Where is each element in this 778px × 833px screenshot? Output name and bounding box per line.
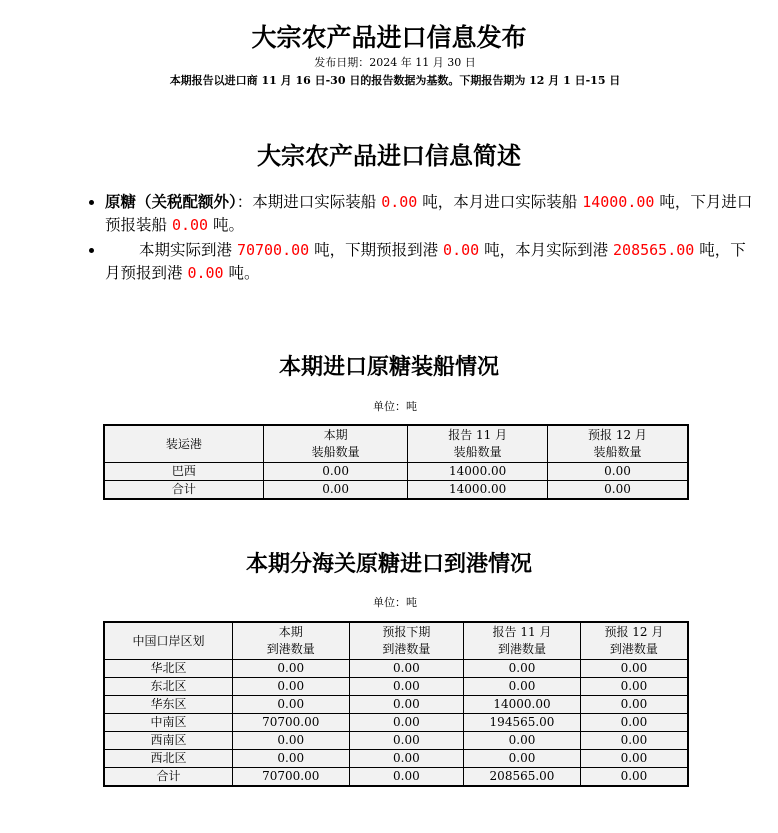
summary-text: ：本期进口实际装船 bbox=[236, 193, 382, 211]
summary-list bbox=[85, 190, 755, 287]
table-row bbox=[104, 732, 688, 750]
summary-text: 本期实际到港 bbox=[139, 241, 237, 259]
table-row bbox=[104, 678, 688, 696]
value-next-period-arrival: 0.00 bbox=[443, 241, 480, 259]
header-line: 报告 11 月 bbox=[492, 625, 552, 639]
header-forecast-month bbox=[547, 425, 688, 463]
value-next-month-arrival: 0.00 bbox=[187, 264, 224, 282]
header-line: 预报 12 月 bbox=[604, 625, 664, 639]
cell: 0.00 bbox=[232, 660, 349, 678]
table-header-row bbox=[104, 622, 688, 660]
shipment-table bbox=[103, 424, 689, 500]
cell: 14000.00 bbox=[408, 463, 548, 481]
cell: 0.00 bbox=[349, 678, 464, 696]
cell: 0.00 bbox=[349, 768, 464, 787]
cell: 0.00 bbox=[263, 463, 407, 481]
cell: 0.00 bbox=[580, 714, 688, 732]
cell: 14000.00 bbox=[408, 481, 548, 500]
summary-text: 吨。 bbox=[223, 264, 260, 282]
cell: 0.00 bbox=[580, 678, 688, 696]
table-header-row bbox=[104, 425, 688, 463]
summary-text: 吨，下月预报到港 bbox=[105, 241, 746, 282]
header-line: 到港数量 bbox=[498, 642, 547, 656]
cell: 合计 bbox=[104, 481, 263, 500]
header-line: 本期 bbox=[323, 428, 348, 442]
header-next-period bbox=[349, 622, 464, 660]
cell: 0.00 bbox=[232, 678, 349, 696]
cell: 巴西 bbox=[104, 463, 263, 481]
cell: 0.00 bbox=[464, 678, 581, 696]
summary-text: 吨，本月进口实际装船 bbox=[417, 193, 583, 211]
header-period bbox=[263, 425, 407, 463]
cell: 0.00 bbox=[580, 732, 688, 750]
cell: 70700.00 bbox=[232, 768, 349, 787]
header-line: 报告 11 月 bbox=[448, 428, 508, 442]
header-line: 到港数量 bbox=[382, 642, 431, 656]
summary-item-arrival bbox=[105, 239, 755, 285]
summary-title: 大宗农产品进口信息简述 bbox=[257, 141, 521, 170]
arrival-table bbox=[103, 621, 689, 787]
summary-text: 吨。 bbox=[208, 216, 244, 234]
product-name: 原糖（关税配额外） bbox=[105, 192, 237, 211]
cell: 0.00 bbox=[232, 732, 349, 750]
table-row bbox=[104, 660, 688, 678]
table-row bbox=[104, 463, 688, 481]
cell: 0.00 bbox=[580, 660, 688, 678]
cell: 0.00 bbox=[464, 750, 581, 768]
header-region: 中国口岸区划 bbox=[104, 622, 232, 660]
header-line: 装船数量 bbox=[453, 445, 502, 459]
value-month-arrival: 208565.00 bbox=[613, 241, 695, 259]
cell: 70700.00 bbox=[232, 714, 349, 732]
summary-text: 吨，下月进口预报装船 bbox=[105, 193, 753, 234]
summary-text: 吨，本月实际到港 bbox=[479, 241, 614, 259]
header-report-month bbox=[464, 622, 581, 660]
cell: 0.00 bbox=[349, 696, 464, 714]
cell: 0.00 bbox=[464, 732, 581, 750]
header-line: 到港数量 bbox=[609, 642, 658, 656]
cell: 0.00 bbox=[263, 481, 407, 500]
value-period-shipment: 0.00 bbox=[381, 193, 418, 211]
table-row bbox=[104, 696, 688, 714]
shipment-title: 本期进口原糖装船情况 bbox=[278, 354, 499, 380]
cell: 0.00 bbox=[547, 481, 688, 500]
cell: 0.00 bbox=[349, 750, 464, 768]
header-line: 本期 bbox=[278, 625, 303, 639]
cell: 西北区 bbox=[104, 750, 232, 768]
page-title: 大宗农产品进口信息发布 bbox=[251, 23, 527, 52]
cell: 0.00 bbox=[349, 714, 464, 732]
header-period bbox=[232, 622, 349, 660]
cell: 0.00 bbox=[580, 768, 688, 787]
table-row bbox=[104, 714, 688, 732]
cell: 华东区 bbox=[104, 696, 232, 714]
header-line: 装船数量 bbox=[593, 445, 642, 459]
cell: 0.00 bbox=[232, 750, 349, 768]
report-notice: 本期报告以进口商 11 月 16 日-30 日的报告数据为基数。下期报告期为 12 月 1 日-15 日 bbox=[169, 74, 621, 87]
shipment-unit: 单位：吨 bbox=[373, 400, 417, 413]
arrival-unit: 单位：吨 bbox=[373, 596, 417, 609]
table-row bbox=[104, 768, 688, 787]
cell: 0.00 bbox=[349, 660, 464, 678]
cell: 东北区 bbox=[104, 678, 232, 696]
value-period-arrival: 70700.00 bbox=[236, 241, 310, 259]
value-month-shipment: 14000.00 bbox=[582, 193, 655, 211]
cell: 0.00 bbox=[464, 660, 581, 678]
cell: 0.00 bbox=[349, 732, 464, 750]
table-row bbox=[104, 750, 688, 768]
header-port: 装运港 bbox=[104, 425, 263, 463]
header-line: 到港数量 bbox=[266, 642, 315, 656]
cell: 华北区 bbox=[104, 660, 232, 678]
summary-text: 吨，下期预报到港 bbox=[309, 241, 444, 259]
arrival-title: 本期分海关原糖进口到港情况 bbox=[245, 551, 532, 577]
cell: 0.00 bbox=[547, 463, 688, 481]
cell: 0.00 bbox=[232, 696, 349, 714]
header-line: 装船数量 bbox=[311, 445, 360, 459]
cell: 194565.00 bbox=[464, 714, 581, 732]
summary-item-shipment bbox=[105, 190, 755, 237]
header-line: 预报下期 bbox=[382, 625, 431, 639]
table-row bbox=[104, 481, 688, 500]
cell: 0.00 bbox=[580, 750, 688, 768]
cell: 0.00 bbox=[580, 696, 688, 714]
publish-date: 发布日期：2024 年 11 月 30 日 bbox=[314, 56, 476, 69]
header-report-month bbox=[408, 425, 548, 463]
cell: 中南区 bbox=[104, 714, 232, 732]
header-forecast-month bbox=[580, 622, 688, 660]
value-next-month-shipment: 0.00 bbox=[171, 216, 209, 234]
cell: 合计 bbox=[104, 768, 232, 787]
cell: 西南区 bbox=[104, 732, 232, 750]
cell: 208565.00 bbox=[464, 768, 581, 787]
cell: 14000.00 bbox=[464, 696, 581, 714]
header-line: 预报 12 月 bbox=[588, 428, 647, 442]
